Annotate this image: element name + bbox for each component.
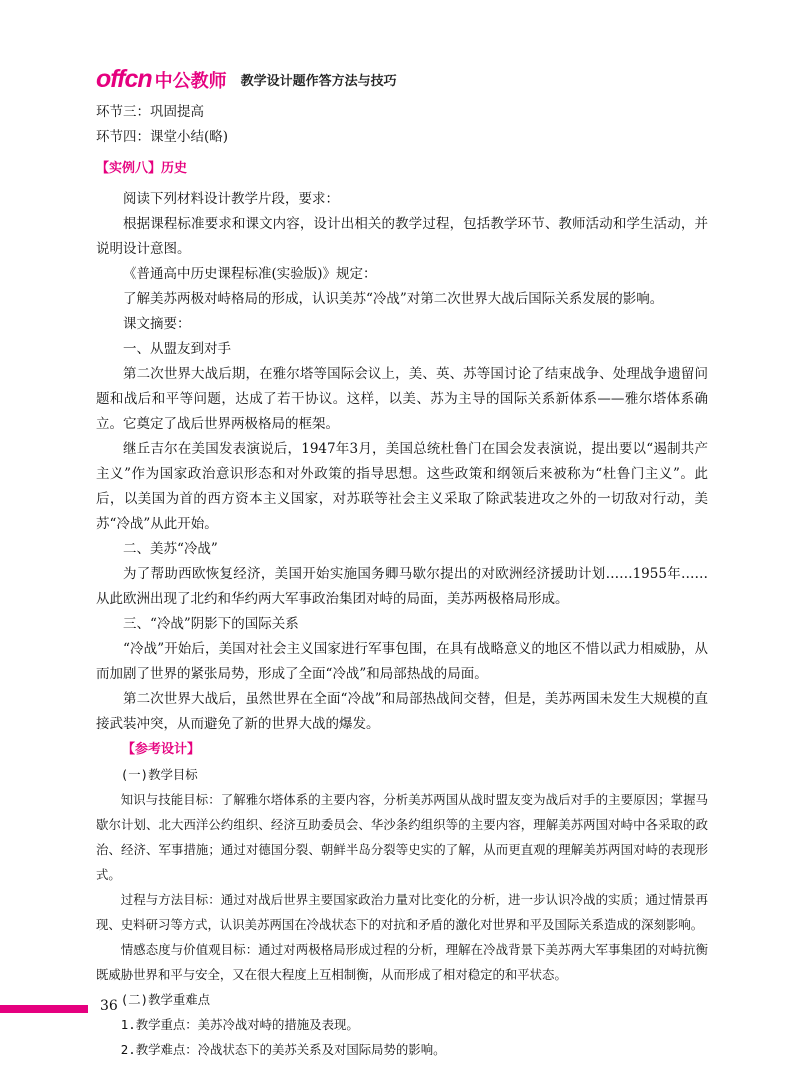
- body-paragraph: 继丘吉尔在美国发表演说后，1947年3月，美国总统杜鲁门在国会发表演说，提出要以“遏制共产主义”作为国家政治意识形态和对外政策的指导思想。这些政策和纲领后来被称为“杜鲁门主义”。此后，以美国为首的西方资本主义国家，对苏联等社会主义采取了除武装进攻之外的一切敌对行动，美苏“冷战”从此开始。: [96, 441, 708, 532]
- offcn-logo: [96, 64, 227, 93]
- footer-accent-bar: [0, 1005, 88, 1013]
- body-paragraph: 了解美苏两极对峙格局的形成，认识美苏“冷战”对第二次世界大战后国际关系发展的影响。: [123, 291, 664, 307]
- stage-three-line: 环节三：巩固提高: [96, 104, 204, 120]
- reference-design-label: 【参考设计】: [122, 742, 201, 757]
- reference-heading: (二)教学重难点: [120, 992, 211, 1007]
- body-paragraph: 第二次世界大战后，虽然世界在全面“冷战”和局部热战间交替，但是，美苏两国未发生大规模的直接武装冲突，从而避免了新的世界大战的爆发。: [96, 691, 708, 732]
- reference-item: 2.教学难点：冷战状态下的美苏关系及对国际局势的影响。: [120, 1042, 446, 1057]
- body-paragraph: 《普通高中历史课程标准(实验版)》规定：: [123, 266, 377, 282]
- page-number: 36: [100, 998, 118, 1014]
- example-title: 【实例八】历史: [96, 161, 188, 176]
- logo-english-text: offcn: [96, 64, 152, 93]
- body-paragraph: 课文摘要：: [123, 316, 191, 332]
- reference-paragraph: 情感态度与价值观目标：通过对两极格局形成过程的分析，理解在冷战背景下美苏两大军事集团的对峙抗衡既威胁世界和平与安全，又在很大程度上互相制衡，从而形成了相对稳定的和平状态。: [96, 942, 708, 982]
- stage-four-line: 环节四：课堂小结(略): [96, 129, 229, 145]
- reference-item: 1.教学重点：美苏冷战对峙的措施及表现。: [120, 1017, 359, 1032]
- body-paragraph: “冷战”开始后，美国对社会主义国家进行军事包围，在具有战略意义的地区不惜以武力相威胁，从而加剧了世界的紧张局势，形成了全面“冷战”和局部热战的局面。: [96, 641, 708, 682]
- reference-paragraph: 过程与方法目标：通过对战后世界主要国家政治力量对比变化的分析，进一步认识冷战的实质；通过情景再现、史料研习等方式，认识美苏两国在冷战状态下的对抗和矛盾的激化对世界和平及国际关系造成的深刻影响。: [96, 892, 708, 932]
- page-header: [96, 64, 397, 94]
- body-paragraph: 为了帮助西欧恢复经济，美国开始实施国务卿马歇尔提出的对欧洲经济援助计划……1955年……从此欧洲出现了北约和华约两大军事政治集团对峙的局面，美苏两极格局形成。: [96, 566, 708, 607]
- body-paragraph: 第二次世界大战后期，在雅尔塔等国际会议上，美、英、苏等国讨论了结束战争、处理战争遗留问题和战后和平等问题，达成了若干协议。这样，以美、苏为主导的国际关系新体系——雅尔塔体系确立。它奠定了战后世界两极格局的框架。: [96, 366, 708, 432]
- section-heading: 三、“冷战”阴影下的国际关系: [123, 616, 299, 632]
- header-title: 教学设计题作答方法与技巧: [240, 73, 397, 89]
- section-heading: 二、美苏“冷战”: [123, 541, 218, 557]
- logo-chinese-text: 中公教师: [154, 70, 227, 92]
- body-paragraph: 阅读下列材料设计教学片段，要求：: [123, 191, 339, 207]
- page-content: [96, 100, 708, 1062]
- body-paragraph: 根据课程标准要求和课文内容，设计出相关的教学过程，包括教学环节、教师活动和学生活动，并说明设计意图。: [96, 216, 708, 257]
- section-heading: 一、从盟友到对手: [123, 341, 231, 357]
- reference-paragraph: 知识与技能目标：了解雅尔塔体系的主要内容，分析美苏两国从战时盟友变为战后对手的主要原因；掌握马歇尔计划、北大西洋公约组织、经济互助委员会、华沙条约组织等的主要内容，理解美苏两国对峙中各采取的政治、经济、军事措施；通过对德国分裂、朝鲜半岛分裂等史实的了解，从而更直观的理解美苏两国对峙的表现形式。: [96, 792, 708, 882]
- reference-heading: (一)教学目标: [120, 767, 198, 782]
